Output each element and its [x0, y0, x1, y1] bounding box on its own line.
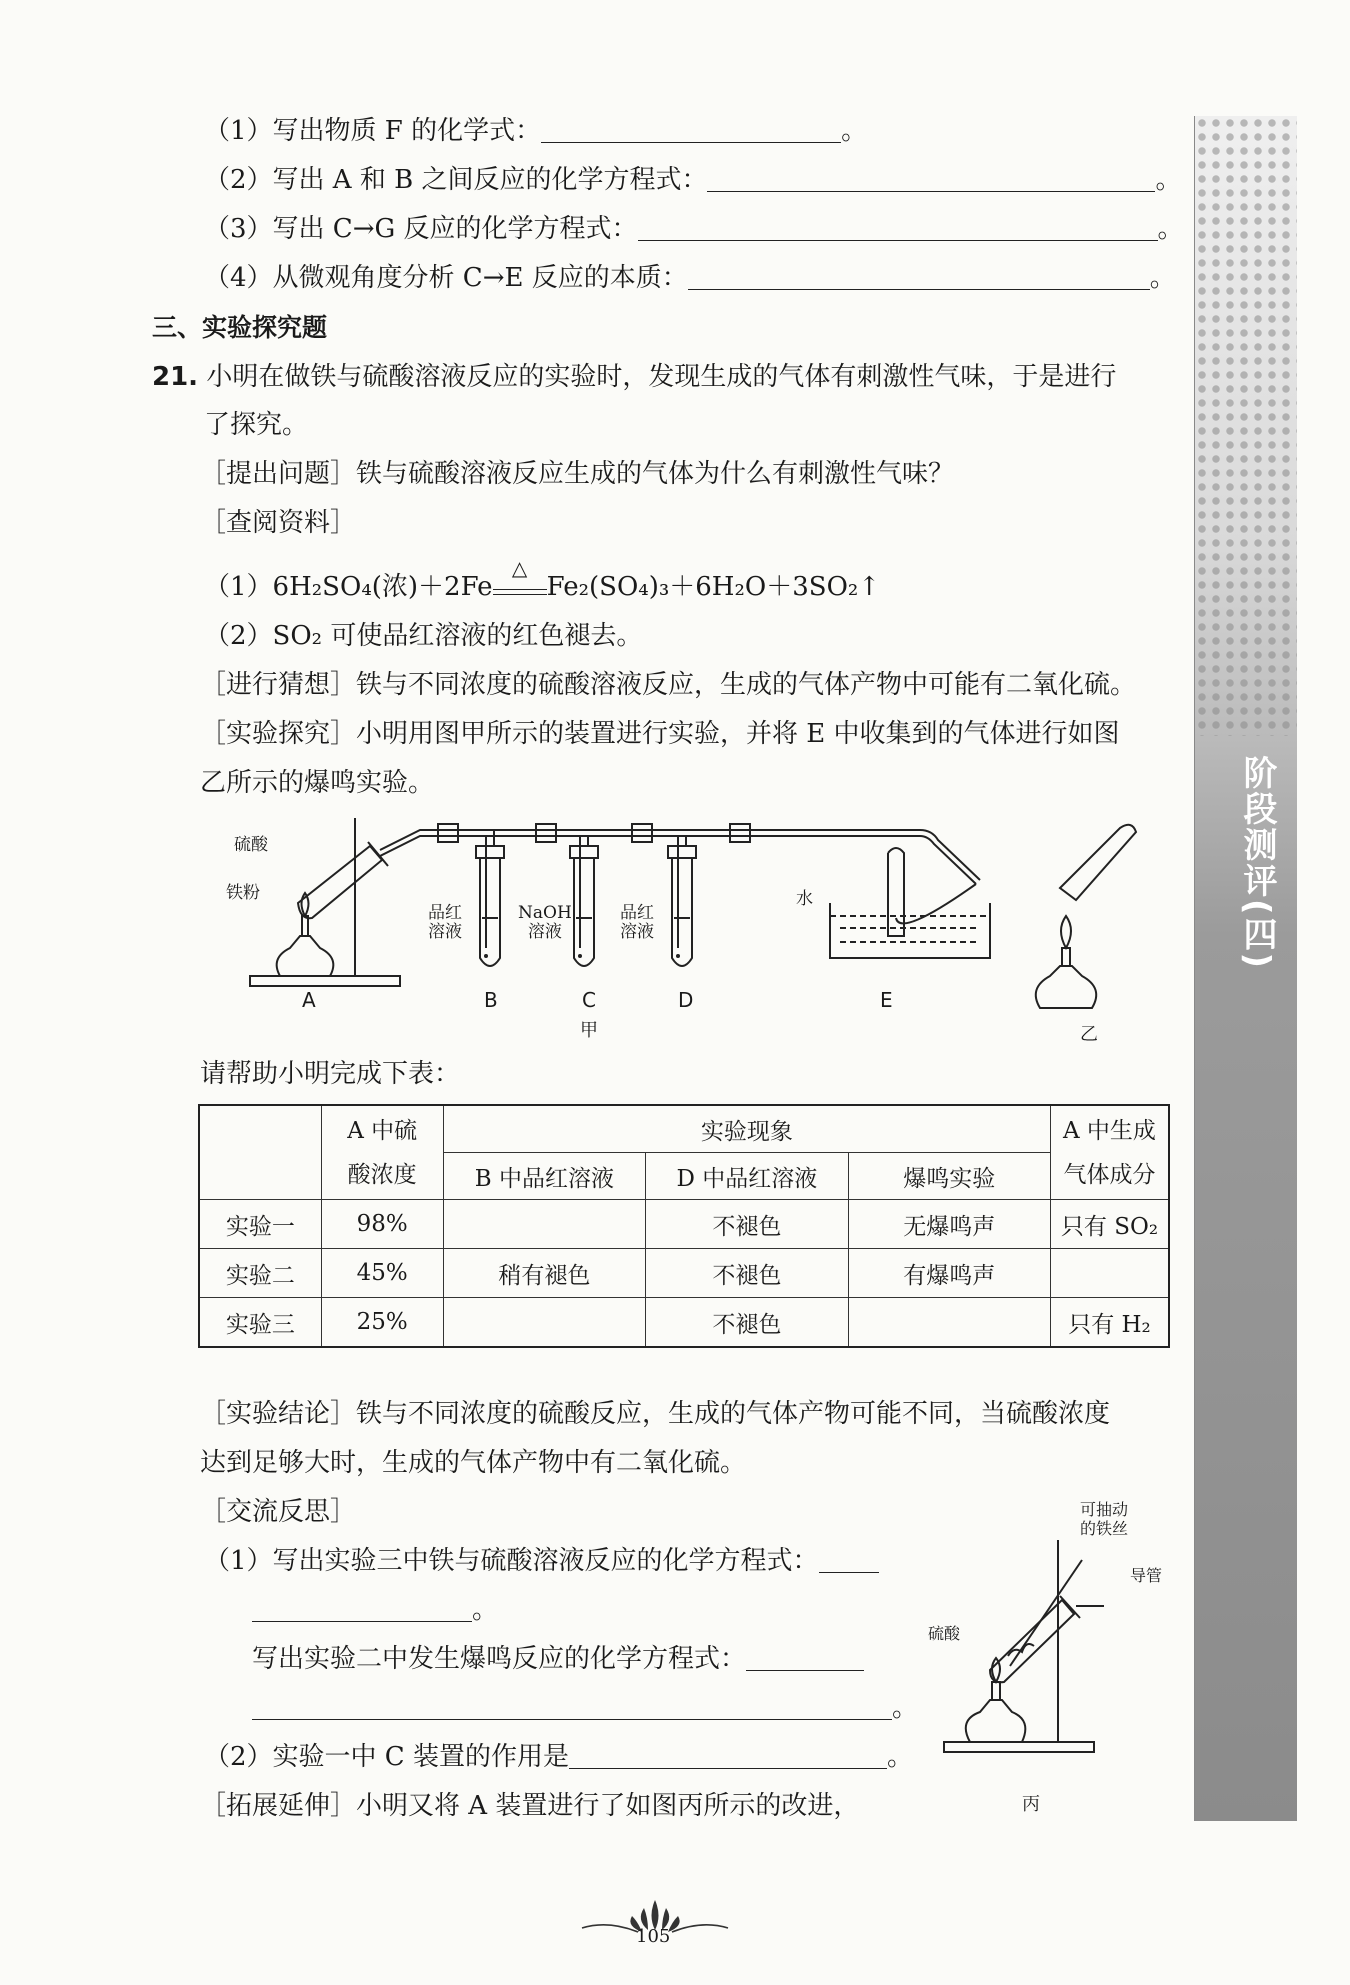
side-pattern — [1195, 116, 1297, 736]
label-sulfuric-acid: 硫酸 — [234, 835, 268, 855]
q20-2: （2）写出 A 和 B 之间反应的化学方程式： 。 — [204, 165, 1182, 195]
answer-cell[interactable] — [443, 1298, 645, 1348]
label-iron-wire: 可抽动 的铁丝 — [1080, 1500, 1129, 1538]
header-concentration: A 中硫 酸浓度 — [321, 1105, 443, 1200]
reflect-label: ［交流反思］ — [200, 1497, 357, 1527]
label-c: C — [582, 988, 596, 1012]
side-tab-label: 阶段测评(四) — [1237, 755, 1277, 971]
label-bing: 丙 — [1022, 1794, 1040, 1815]
answer-blank[interactable] — [746, 1644, 864, 1671]
label-a: A — [302, 988, 316, 1012]
ref-2: （2）SO₂ 可使品红溶液的红色褪去。 — [204, 621, 643, 651]
answer-blank[interactable] — [569, 1742, 887, 1769]
q20-4: （4）从微观角度分析 C→E 反应的本质： 。 — [204, 263, 1176, 293]
section-title: 三、实验探究题 — [152, 313, 328, 342]
extend: ［拓展延伸］小明又将 A 装置进行了如图丙所示的改进， — [200, 1791, 860, 1821]
guess: ［进行猜想］铁与不同浓度的硫酸溶液反应，生成的气体产物中可能有二氧化硫。 — [200, 670, 1137, 700]
improved-apparatus-figure — [930, 1520, 1110, 1770]
q20-3: （3）写出 C→G 反应的化学方程式： 。 — [204, 214, 1184, 244]
reflect-2: （2）实验一中 C 装置的作用是 。 — [204, 1742, 913, 1772]
table-row: 实验三 25% 不褪色 只有 H₂ — [199, 1298, 1169, 1348]
reflect-1: （1）写出实验三中铁与硫酸溶液反应的化学方程式： — [204, 1544, 879, 1578]
label-magenta-b: 品红 溶液 — [428, 903, 462, 942]
answer-blank[interactable] — [252, 1595, 472, 1622]
label-d: D — [678, 988, 694, 1012]
table-row: 实验二 45% 稍有褪色 不褪色 有爆鸣声 — [199, 1249, 1169, 1298]
label-jia: 甲 — [580, 1020, 598, 1041]
label-yi: 乙 — [1080, 1024, 1098, 1045]
answer-blank[interactable] — [541, 116, 841, 143]
answer-blank[interactable] — [638, 214, 1158, 241]
label-magenta-d: 品红 溶液 — [620, 903, 654, 942]
explore-line2: 乙所示的爆鸣实验。 — [200, 768, 435, 798]
apparatus-figure — [220, 808, 1180, 1048]
ref-1: （1）6H₂SO₄(浓)＋2Fe △ Fe₂(SO₄)₃＋6H₂O＋3SO₂↑ — [204, 570, 880, 604]
answer-cell[interactable] — [1050, 1249, 1169, 1298]
header-boom: 爆鸣实验 — [848, 1153, 1050, 1200]
header-d: D 中品红溶液 — [646, 1153, 848, 1200]
answer-cell[interactable] — [443, 1200, 645, 1249]
label-guide-tube: 导管 — [1130, 1566, 1163, 1585]
heat-condition: △ — [511, 556, 528, 580]
header-gas: A 中生成 气体成分 — [1050, 1105, 1169, 1200]
q20-1: （1）写出物质 F 的化学式： 。 — [204, 116, 868, 146]
answer-blank[interactable] — [707, 165, 1155, 192]
answer-cell[interactable] — [848, 1298, 1050, 1348]
q21-intro-line1: 21. 小明在做铁与硫酸溶液反应的实验时，发现生成的气体有刺激性气味，于是进行 — [152, 362, 1117, 392]
answer-blank[interactable] — [819, 1546, 879, 1573]
ask: ［提出问题］铁与硫酸溶液反应生成的气体为什么有刺激性气味？ — [200, 459, 955, 489]
reflect-1b-cont: 。 — [252, 1691, 918, 1725]
reflect-1b: 写出实验二中发生爆鸣反应的化学方程式： — [252, 1642, 864, 1676]
experiment-table — [198, 1104, 1170, 1348]
header-phenomenon: 实验现象 — [443, 1105, 1050, 1153]
ref-label: ［查阅资料］ — [200, 508, 357, 538]
answer-blank[interactable] — [252, 1693, 892, 1720]
table-intro: 请帮助小明完成下表： — [200, 1059, 461, 1089]
label-e: E — [880, 988, 893, 1012]
label-iron-powder: 铁粉 — [226, 883, 260, 903]
conclusion-line1: ［实验结论］铁与不同浓度的硫酸反应，生成的气体产物可能不同，当硫酸浓度 — [200, 1399, 1111, 1429]
answer-blank[interactable] — [688, 263, 1150, 290]
label-naoh: NaOH 溶液 — [518, 903, 572, 942]
label-water: 水 — [796, 889, 813, 909]
table-corner — [199, 1105, 321, 1200]
conclusion-line2: 达到足够大时，生成的气体产物中有二氧化硫。 — [200, 1448, 747, 1478]
label-acid-3: 硫酸 — [928, 1624, 961, 1643]
q21-intro-line2: 了探究。 — [204, 410, 309, 440]
explore-line1: ［实验探究］小明用图甲所示的装置进行实验，并将 E 中收集到的气体进行如图 — [200, 719, 1120, 749]
header-b: B 中品红溶液 — [443, 1153, 645, 1200]
page-number: 105 — [636, 1926, 671, 1947]
table-row: 实验一 98% 不褪色 无爆鸣声 只有 SO₂ — [199, 1200, 1169, 1249]
label-b: B — [484, 988, 498, 1012]
reflect-1-cont: 。 — [252, 1593, 498, 1627]
